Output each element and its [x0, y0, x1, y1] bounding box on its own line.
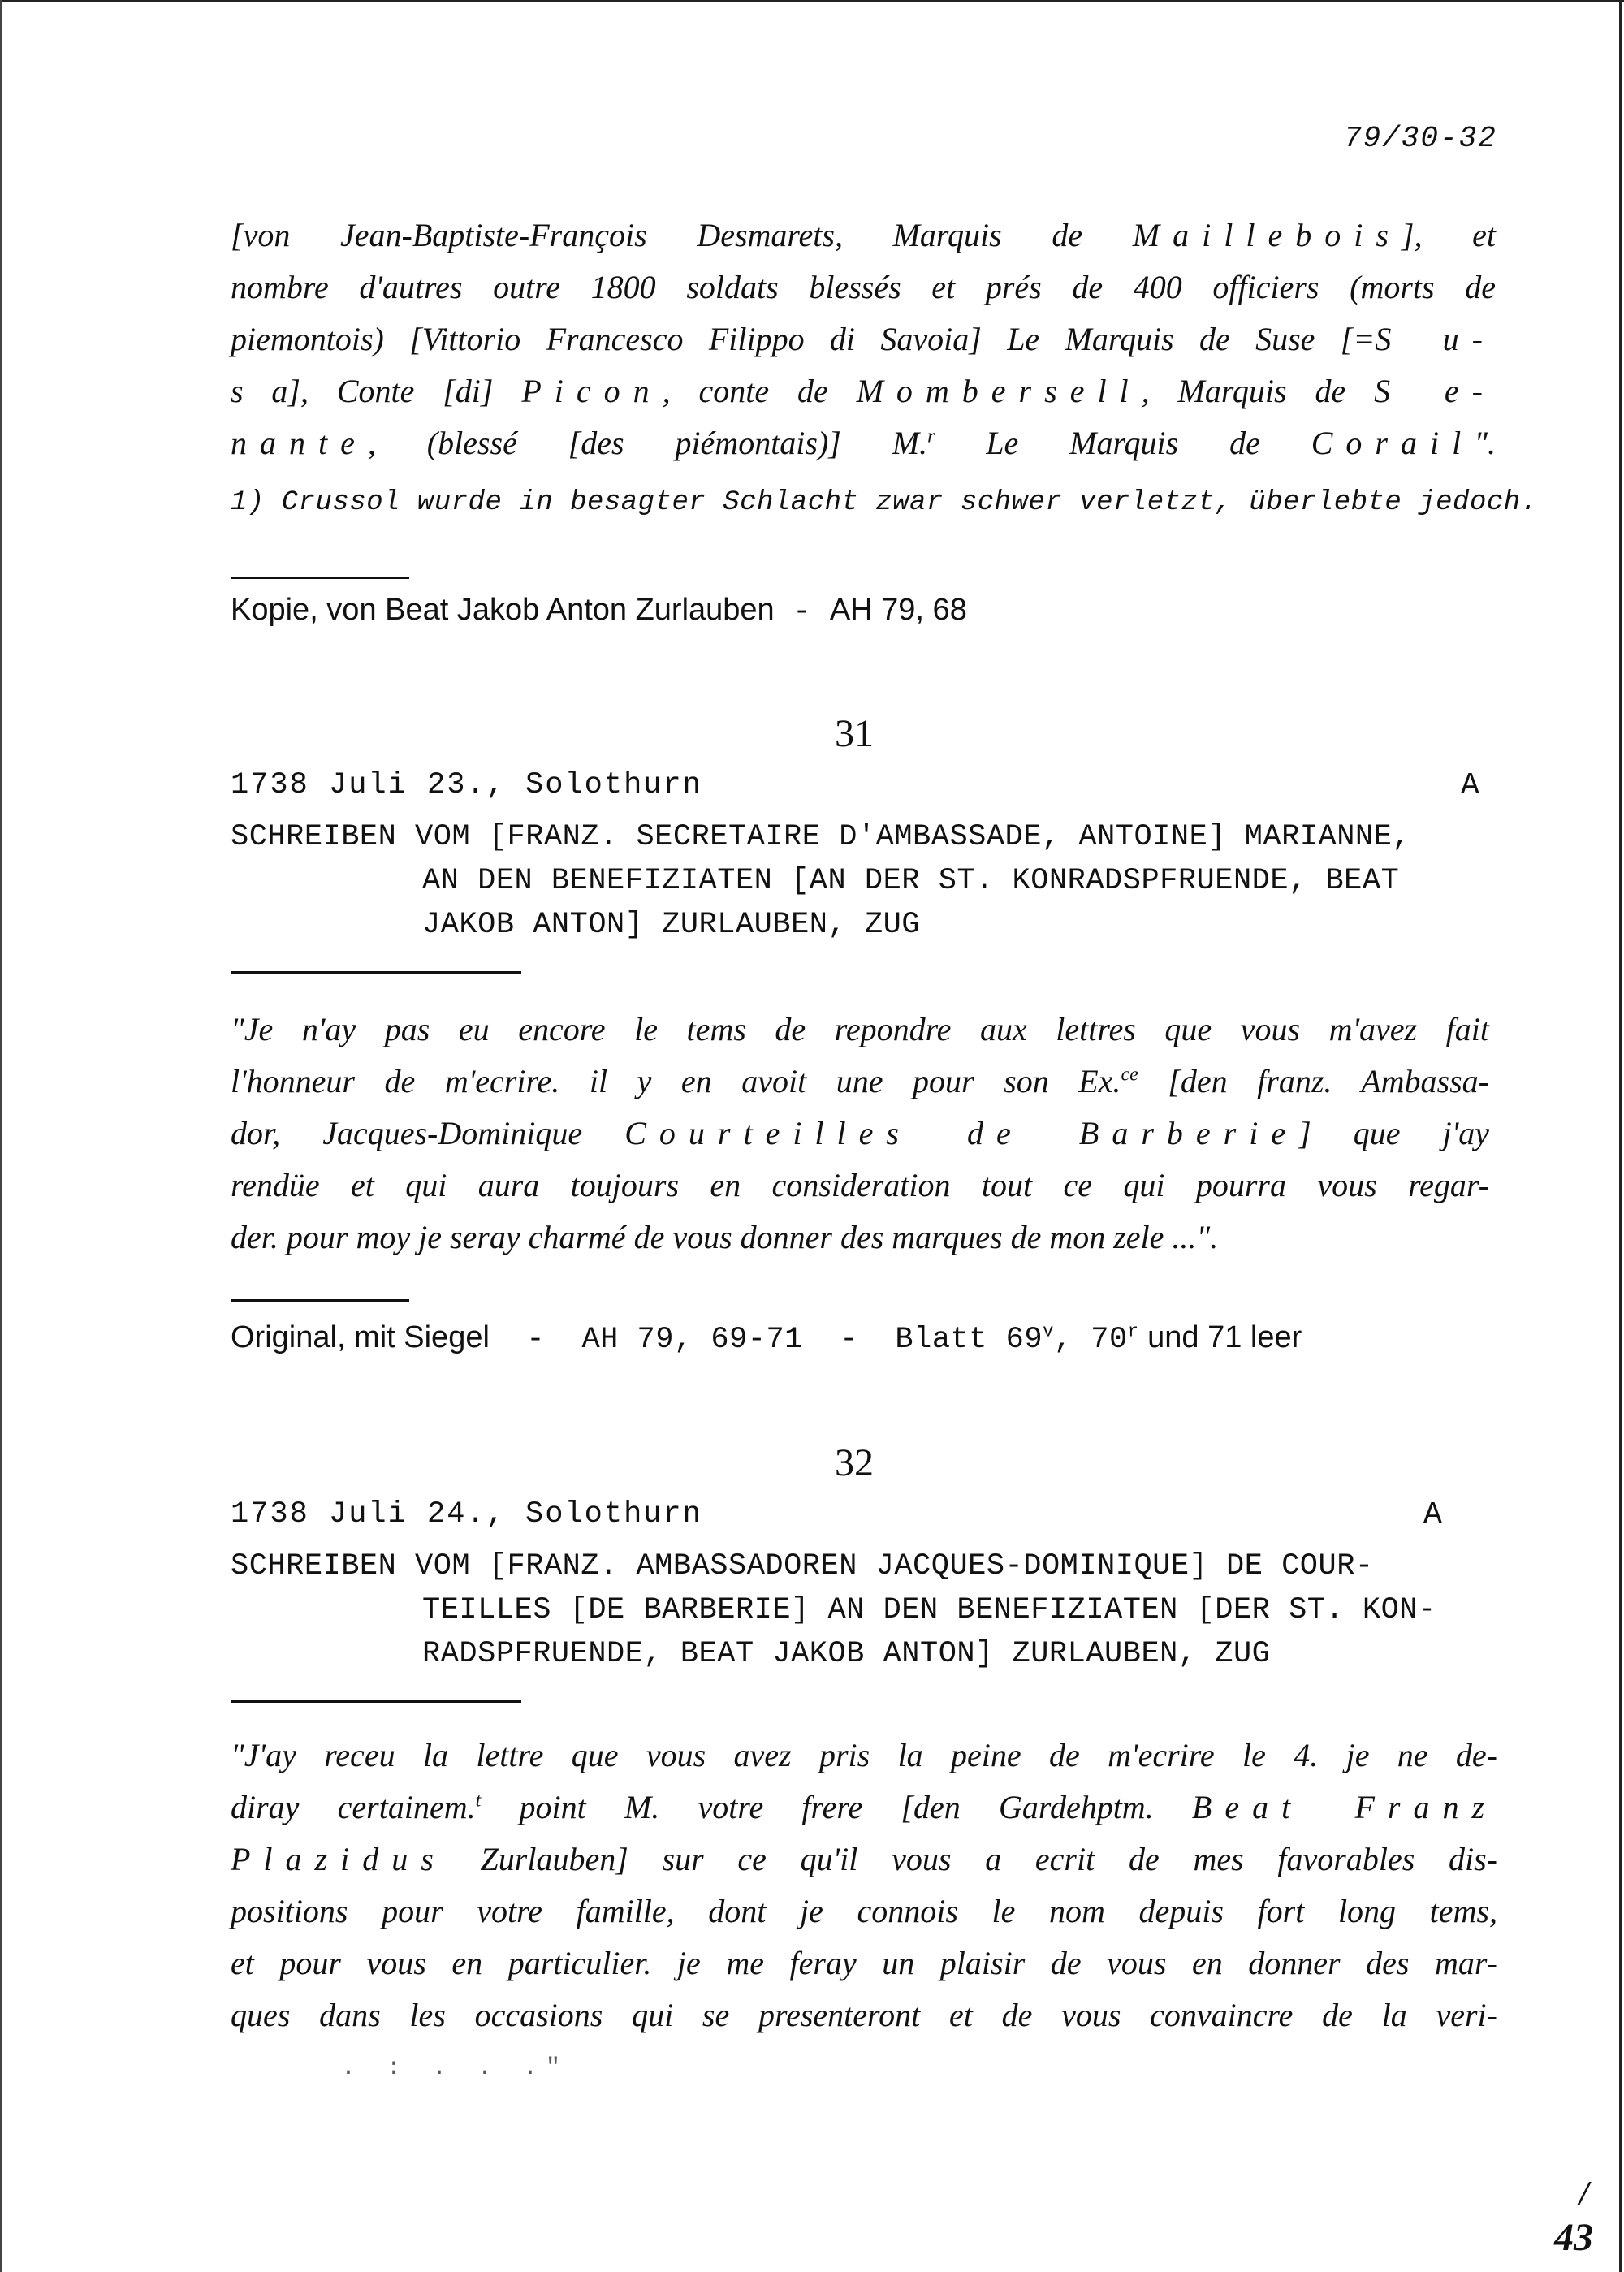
text-line: nombre d'autres outre 1800 soldats blessés et prés de 400 officiers (morts de: [231, 269, 1496, 305]
doc31-text: [231, 1004, 1489, 1263]
doc32-type: A: [1423, 1497, 1442, 1532]
doc32-text-lines: [231, 1730, 1497, 2041]
text-line: diray certainem.$^t$ point M. votre frere [den Gardehptm. Beat Franz: [231, 1789, 1498, 1825]
superscript: r: [927, 425, 935, 447]
page-reference: 79/30-32: [1344, 122, 1497, 155]
handwritten-folio: 43: [1554, 2216, 1593, 2259]
text-line: [von Jean-Baptiste-François Desmarets, Marquis de Maillebois], et: [231, 217, 1496, 253]
doc32-date-place: 1738 Juli 24., Solothurn: [231, 1497, 702, 1531]
scan-border-right: [1619, 0, 1622, 2272]
spaced-name: Beat Franz: [1191, 1789, 1498, 1825]
source-ref: AH 79, 69-71: [581, 1323, 803, 1357]
separator-rule: [231, 577, 409, 579]
doc32-heading-line: SCHREIBEN VOM [FRANZ. AMBASSADOREN JACQUES-DOMINIQUE] DE COUR-: [231, 1549, 1374, 1583]
separator-rule: [231, 971, 521, 974]
text-line: "J'ay receu la lettre que vous avez pris la peine de m'ecrire le 4. je ne de-: [231, 1737, 1497, 1773]
doc32-text: [231, 1730, 1497, 2041]
text-line: ques dans les occasions qui se presenteront et de vous convaincre de la veri-: [231, 1997, 1497, 2033]
text-line: der. pour moy je seray charmé de vous donner des marques de mon zele ...".: [231, 1219, 1219, 1255]
separator-rule: [231, 1700, 521, 1703]
spaced-name: Mombersell: [856, 373, 1142, 409]
spaced-name: nante: [231, 425, 368, 461]
doc32-heading: [231, 1544, 1530, 1676]
spaced-name: Courteilles de Barberie: [624, 1115, 1299, 1151]
faint-truncated-line: . : . . .": [341, 2054, 569, 2082]
scan-border-left: [0, 0, 2, 2272]
superscript: ce: [1121, 1064, 1138, 1086]
closing-quote: ": [546, 2054, 569, 2082]
text-line: positions pour votre famille, dont je connois le nom depuis fort long tems,: [231, 1893, 1497, 1929]
doc31-heading: [231, 815, 1530, 947]
text-line: dor, Jacques-Dominique Courteilles de Barberie] que j'ay: [231, 1115, 1489, 1151]
scan-border-top: [0, 0, 1624, 2]
handwritten-mark: /: [1579, 2175, 1589, 2213]
superscript: r: [1127, 1321, 1139, 1342]
doc32-heading-line: RADSPFRUENDE, BEAT JAKOB ANTON] ZURLAUBEN, ZUG: [422, 1637, 1271, 1671]
spaced-name: S e-: [1374, 373, 1497, 409]
doc32-heading-line: TEILLES [DE BARBERIE] AN DEN BENEFIZIATEN [DER ST. KON-: [422, 1593, 1436, 1627]
source-kind: Kopie, von Beat Jakob Anton Zurlauben: [231, 593, 775, 627]
text-line: nante, (blessé [des piémontais)] M.$^r$ Le Marquis de Corail".: [231, 425, 1496, 461]
spaced-name: Corail: [1311, 425, 1475, 461]
text-line: l'honneur de m'ecrire. il y en avoit une pour son Ex.$^{ce}$ [den franz. Ambassa-: [231, 1063, 1489, 1099]
text-line: s a], Conte [di] Picon, conte de Mombersell, Marquis de S e-: [231, 373, 1497, 409]
spaced-name: Picon: [521, 373, 663, 409]
doc-number-31: 31: [835, 712, 874, 755]
source-separator: -: [774, 595, 830, 629]
superscript: t: [475, 1790, 482, 1812]
text-line: piemontois) [Vittorio Francesco Filippo di Savoia] Le Marquis de Suse [=S u-: [231, 321, 1497, 357]
continuation-lines: [231, 209, 1496, 469]
separator-rule: [231, 1299, 409, 1302]
superscript: v: [1043, 1321, 1054, 1342]
source-kind: Original, mit Siegel: [231, 1320, 490, 1354]
doc31-source: Original, mit Siegel - AH 79, 69-71 - Blatt 69$^v$, 70$^r$ und 71 leer: [231, 1320, 1302, 1357]
footnote: 1) Crussol wurde in besagter Schlacht zwar schwer verletzt, überlebte jedoch.: [231, 487, 1538, 518]
spaced-name: S u-: [1375, 321, 1497, 357]
source-blatt: , 70: [1053, 1323, 1128, 1357]
text-line: "Je n'ay pas eu encore le tems de repondre aux lettres que vous m'avez fait: [231, 1011, 1489, 1047]
doc31-type: A: [1461, 768, 1479, 803]
doc31-heading-line: JAKOB ANTON] ZURLAUBEN, ZUG: [422, 908, 920, 942]
continuation-text: [231, 209, 1496, 469]
source-line-copy: [231, 593, 967, 629]
source-blatt: Blatt 69: [895, 1323, 1043, 1357]
spaced-name: Plazidus: [231, 1841, 447, 1877]
source-blatt: und 71 leer: [1138, 1320, 1302, 1354]
text-line: et pour vous en particulier. je me feray un plaisir de vous en donner des mar-: [231, 1945, 1497, 1981]
doc31-text-lines: [231, 1004, 1489, 1263]
text-line: rendüe et qui aura toujours en consideration tout ce qui pourra vous regar-: [231, 1167, 1489, 1203]
source-ref: AH 79, 68: [829, 593, 967, 627]
doc-number-32: 32: [835, 1441, 874, 1484]
doc31-heading-line: SCHREIBEN VOM [FRANZ. SECRETAIRE D'AMBASSADE, ANTOINE] MARIANNE,: [231, 820, 1411, 854]
text-line: Plazidus Zurlauben] sur ce qu'il vous a ecrit de mes favorables dis-: [231, 1841, 1497, 1877]
doc31-date-place: 1738 Juli 23., Solothurn: [231, 768, 702, 802]
doc31-heading-line: AN DEN BENEFIZIATEN [AN DER ST. KONRADSPFRUENDE, BEAT: [422, 864, 1400, 898]
spaced-name: Maillebois: [1132, 217, 1402, 253]
